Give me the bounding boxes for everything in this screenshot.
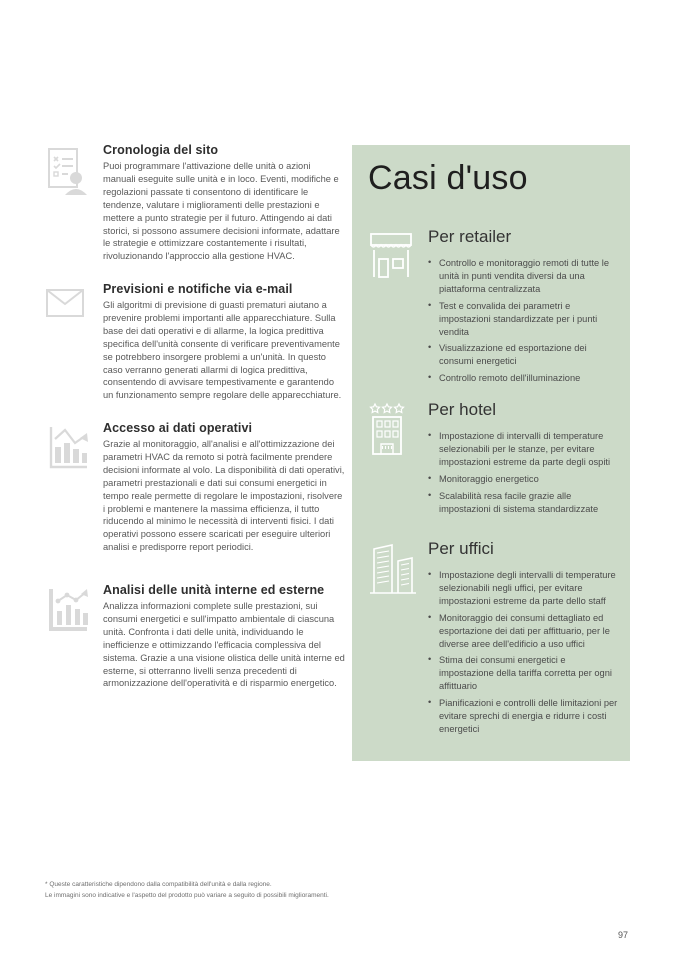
use-cases-panel (352, 145, 630, 761)
feature-title: Accesso ai dati operativi (103, 421, 253, 435)
office-buildings-icon (368, 539, 414, 740)
feature-body: Puoi programmare l'attivazione delle unità o azioni manuali eseguite sulle unità e in loco. Eventi, modifiche e regolazioni passate ti consentono di identificare le tendenze, valutare i miglioramenti delle prestazioni e mettere a punto strategie per il futuro. Attingendo ai dati storici, si possono assumere decisioni informate, adattare le strategie e ottimizzare costantemente i risultati, rivoluzionando l'approccio alla gestione HVAC. (103, 161, 340, 262)
usecase-offices (368, 539, 618, 740)
bullet: • Scalabilità resa facile grazie alle impostazioni di sistema standardizzate (428, 490, 620, 516)
bullet: • Impostazione di intervalli di temperature selezionabili per le stanze, per evitare impostazioni estreme da parte degli ospiti (428, 430, 620, 469)
usecase-bullets (428, 257, 620, 385)
feature-title: Previsioni e notifiche via e-mail (103, 282, 293, 296)
usecase-title: Per uffici (428, 539, 494, 558)
footnote-images: Le immagini sono indicative e l'aspetto del prodotto può variare a seguito di possibili miglioramenti. (45, 892, 329, 899)
feature-email-notifications (45, 282, 345, 402)
email-icon (45, 282, 91, 402)
bullet: • Monitoraggio dei consumi dettagliato ed esportazione dei dati per affittuario, per le diverse aree dell'edificio a uso uffici (428, 612, 620, 651)
feature-body: Grazie al monitoraggio, all'analisi e all'ottimizzazione dei parametri HVAC da remoto si potrà facilmente prendere decisioni informate al volo. La disponibilità di dati operativi, parametri prestazionali e dati sui consumi energetici in tempo reale permette di regolare le impostazioni, risolvere i problemi e mantenere la massima efficienza, il tutto riducendo al minimo le necessità di interventi fisici. I dati operativi possono essere scaricati per eseguire ulteriori analisi e predisporre report periodici. (103, 439, 345, 553)
hotel-icon (368, 400, 414, 519)
usecase-bullets (428, 430, 620, 515)
bullet: • Visualizzazione ed esportazione dei consumi energetici (428, 342, 620, 368)
feature-site-history (45, 143, 345, 263)
feature-body: Gli algoritmi di previsione di guasti prematuri aiutano a prevenire problemi importanti alle apparecchiature. Sulla base dei dati operativi e di allarme, la logica predittiva specifica dell'unità consente di verificare preventivamente se potrebbero insorgere problemi a un'unità. In questo caso verranno generati allarmi di logica predittiva, consentendo di avvisare tempestivamente e garantendo un funzionamento sempre regolare delle apparecchiature. (103, 300, 342, 401)
storefront-icon (368, 227, 414, 389)
units-analysis-chart-icon (45, 583, 91, 690)
feature-title: Analisi delle unità interne ed esterne (103, 583, 325, 597)
operational-data-chart-icon (45, 421, 91, 554)
feature-operational-data (45, 421, 345, 554)
feature-body: Analizza informazioni complete sulle prestazioni, sui consumi energetici e sull'impatto ambientale di ciascuna unità. Confronta i dati delle unità, individuando le inefficienze e ottimizzando l'efficacia complessiva del sistema. Grazie a una visione olistica delle unità interne ed esterne, si otterranno livelli senza precedenti di armonizzazione dell'operatività e di risparmio energetico. (103, 601, 345, 689)
usecase-title: Per retailer (428, 227, 512, 246)
bullet: • Controllo e monitoraggio remoti di tutte le unità in punti vendita diversi da una piattaforma centralizzata (428, 257, 620, 296)
page-number: 97 (618, 930, 629, 940)
footnotes (45, 879, 465, 901)
feature-units-analysis (45, 583, 345, 690)
usecase-bullets (428, 569, 620, 736)
usecase-title: Per hotel (428, 400, 497, 419)
use-cases-title: Casi d'uso (368, 159, 528, 197)
site-history-icon (45, 143, 91, 263)
usecase-retailer (368, 227, 618, 389)
footnote-compatibility: * Queste caratteristiche dipendono dalla compatibilità dell'unità e dalla regione. (45, 881, 272, 888)
bullet: • Pianificazioni e controlli delle limitazioni per evitare sprechi di energia e ridurre i costi energetici (428, 697, 620, 736)
feature-title: Cronologia del sito (103, 143, 219, 157)
bullet: • Controllo remoto dell'illuminazione (428, 372, 620, 385)
bullet: • Stima dei consumi energetici e impostazione della tariffa corretta per ogni affittuario (428, 654, 620, 693)
usecase-hotel (368, 400, 618, 519)
bullet: • Test e convalida dei parametri e impostazioni standardizzate per i punti vendita (428, 300, 620, 339)
bullet: • Impostazione degli intervalli di temperature selezionabili negli uffici, per evitare impostazioni estreme da parte dello staff (428, 569, 620, 608)
bullet: • Monitoraggio energetico (428, 473, 620, 486)
